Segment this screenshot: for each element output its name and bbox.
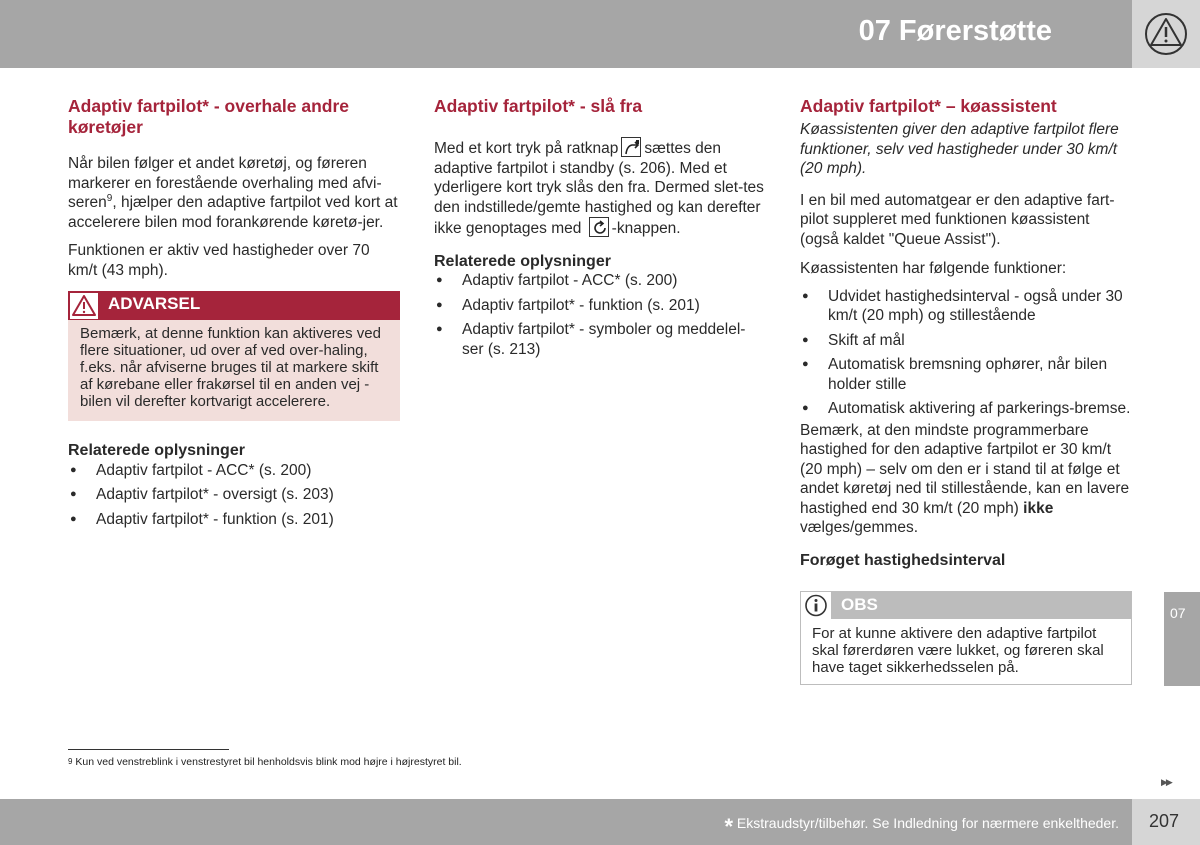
steering-wheel-button-icon — [621, 137, 641, 157]
column-switch-off — [434, 96, 766, 359]
page-number-box — [1132, 799, 1200, 845]
related-heading: Relaterede oplysninger — [434, 252, 611, 270]
related-link[interactable]: ● Adaptiv fartpilot* - funktion (s. 201) — [434, 296, 766, 316]
next-page-arrow-icon[interactable]: ▶▶ — [1161, 777, 1171, 787]
emphasis-text: ikke — [1023, 499, 1054, 517]
note-text: For at kunne aktivere den adaptive fartpilot skal førerdøren være lukket, og føreren skal have taget sikkerhedsselen på. — [812, 625, 1104, 676]
related-list — [434, 271, 766, 359]
body-paragraph: I en bil med automatgear er den adaptive fart-pilot suppleret med funktionen køassistent (også kaldet "Queue Assist"). — [800, 191, 1115, 248]
body-paragraph: Med et kort tryk på ratknap sættes den adaptive fartpilot i standby (s. 206). Med et yderligere kort tryk slås den fra. Dermed slet-tes den indstillede/gemte hastighed og kan derefter ikke genoptages med -knappen. — [434, 137, 766, 239]
warning-header — [68, 291, 400, 320]
chapter-title: 07 Førerstøtte — [858, 15, 1052, 47]
feature-list — [800, 287, 1132, 419]
related-link[interactable]: ● Adaptiv fartpilot - ACC* (s. 200) — [68, 461, 400, 481]
column-queue-assist — [800, 96, 1132, 685]
feature-item: ● Skift af mål — [800, 331, 1132, 351]
page-header — [0, 0, 1132, 68]
page-footer — [0, 799, 1132, 845]
note-label: OBS — [841, 595, 878, 614]
subsection-heading: Forøget hastighedsinterval — [800, 551, 1006, 569]
body-paragraph: Bemærk, at den mindste programmerbare hastighed for den adaptive fartpilot er 30 km/t (20 mph) – selv om den er i stand til at følge et andet køretøj ned til stillestående, kan en lavere hastighed end 30 km/t (20 mph) ikke vælges/gemmes. — [800, 421, 1130, 536]
section-heading: Adaptiv fartpilot* – køassistent — [800, 96, 1057, 116]
feature-item: ● Automatisk aktivering af parkerings-bremse. — [800, 399, 1132, 419]
header-icon-box — [1132, 0, 1200, 68]
intro-paragraph: Køassistenten giver den adaptive fartpilot flere funktioner, selv ved hastigheder under 30 km/t (20 mph). — [800, 121, 1119, 177]
related-link[interactable]: ● Adaptiv fartpilot* - oversigt (s. 203) — [68, 485, 400, 505]
section-heading: Adaptiv fartpilot* - overhale andre køretøjer — [68, 96, 350, 137]
body-paragraph: Når bilen følger et andet køretøj, og føreren markerer en forestående overhaling med afvi-seren$^9$, hjælper den adaptive fartpilot ved kort at accelerere bilen mod forankørende køretø-jer. — [68, 155, 398, 231]
page-number: 207 — [1149, 811, 1180, 831]
footnote-ref[interactable]: 9 — [106, 192, 113, 204]
resume-button-icon — [589, 217, 609, 237]
column-overtaking — [68, 96, 400, 529]
footnote: $^9$ Kun ved venstreblink i venstrestyret bil henholdsvis blink mod højre i højrestyret bil. — [68, 756, 462, 768]
warning-triangle-icon — [1143, 12, 1189, 56]
note-box — [800, 591, 1132, 685]
footer-note: * Ekstraudstyr/tilbehør. Se Indledning for nærmere enkeltheder. — [724, 814, 1119, 839]
related-heading: Relaterede oplysninger — [68, 442, 245, 459]
related-link[interactable]: ● Adaptiv fartpilot* - funktion (s. 201) — [68, 510, 400, 530]
warning-label: ADVARSEL — [108, 294, 201, 313]
warning-text: Bemærk, at denne funktion kan aktiveres ved flere situationer, ud over af ved over-haling, f.eks. når afviserne bruges til at markere skift af kørebane eller frakørsel til en anden vej - bilen vil derefter kortvarigt accelerere. — [80, 325, 381, 410]
related-link[interactable]: ● Adaptiv fartpilot - ACC* (s. 200) — [434, 271, 766, 291]
body-paragraph: Funktionen er aktiv ved hastigheder over 70 km/t (43 mph). — [68, 242, 370, 279]
chapter-side-tab[interactable] — [1164, 592, 1200, 686]
related-link[interactable]: ● Adaptiv fartpilot* - symboler og meddelel-ser (s. 213) — [434, 320, 766, 359]
warning-box — [68, 291, 400, 421]
note-header — [801, 592, 1131, 619]
chapter-tab-number: 07 — [1170, 605, 1186, 621]
body-paragraph: Køassistenten har følgende funktioner: — [800, 260, 1067, 277]
feature-item: ● Udvidet hastighedsinterval - også under 30 km/t (20 mph) og stillestående — [800, 287, 1132, 326]
section-heading: Adaptiv fartpilot* - slå fra — [434, 96, 643, 116]
info-icon — [801, 592, 831, 619]
warning-triangle-icon — [70, 293, 98, 319]
feature-item: ● Automatisk bremsning ophører, når bilen holder stille — [800, 355, 1132, 394]
related-list — [68, 461, 400, 530]
footnote-divider — [68, 749, 229, 750]
